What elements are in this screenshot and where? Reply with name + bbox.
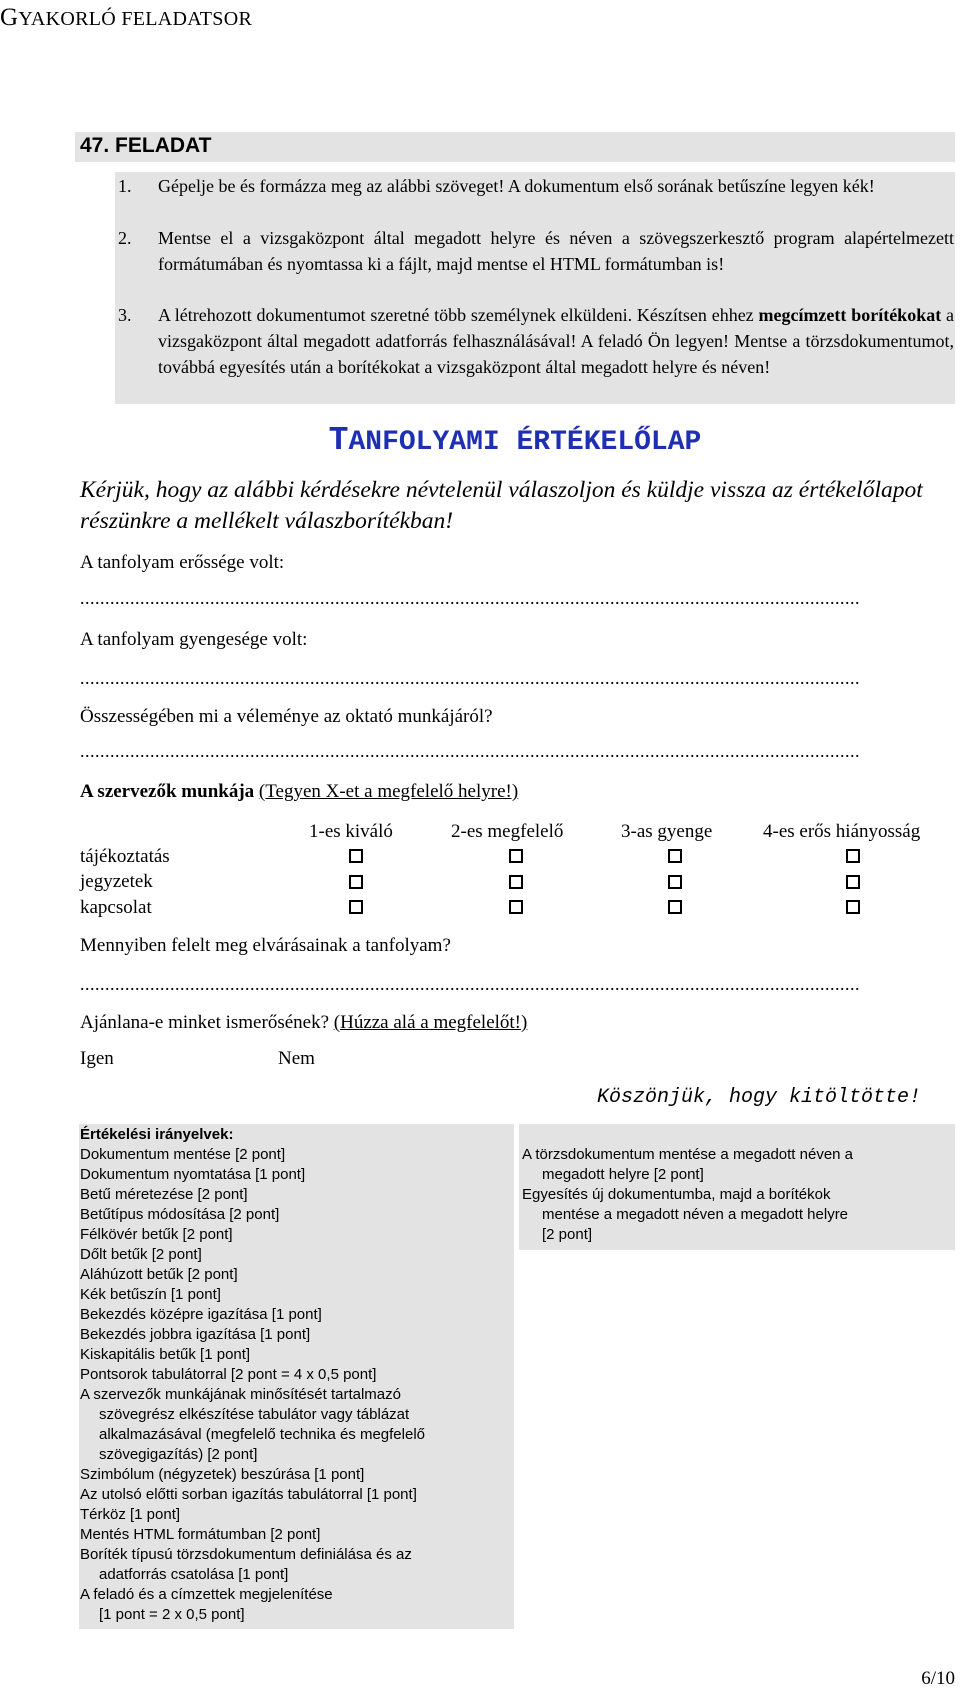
form-title-rest: ANFOLYAMI ÉRTÉKELŐLAP <box>348 427 702 458</box>
checkbox-icon[interactable] <box>668 875 682 889</box>
checkbox-icon[interactable] <box>846 875 860 889</box>
answer-line-expectations: ............................................................................................................................................................ <box>80 974 860 994</box>
rating-col-3: 3-as gyenge <box>621 821 713 842</box>
checkbox-icon[interactable] <box>668 849 682 863</box>
evaluation-item-continued: mentése a megadott néven a megadott helyre <box>542 1206 849 1223</box>
question-expectations: Mennyiben felelt meg elvárásainak a tanfolyam? <box>80 935 451 956</box>
evaluation-heading: Értékelési irányelvek: <box>80 1126 234 1143</box>
evaluation-item: A feladó és a címzettek megjelenítése <box>80 1586 333 1603</box>
checkbox-icon[interactable] <box>349 875 363 889</box>
organizers-heading <box>80 781 518 803</box>
question-recommend-instruction: (Húzza alá a megfelelőt!) <box>333 1012 528 1033</box>
task-text-part: A létrehozott dokumentumot szeretné több személynek elküldeni. Készítsen ehhez <box>158 305 759 325</box>
evaluation-item: Aláhúzott betűk [2 pont] <box>80 1266 238 1283</box>
organizers-instruction: (Tegyen X-et a megfelelő helyre!) <box>258 781 519 802</box>
page-number: 6/10 <box>921 1668 955 1689</box>
evaluation-item: Dokumentum nyomtatása [1 pont] <box>80 1166 306 1183</box>
evaluation-item: Térköz [1 pont] <box>80 1506 181 1523</box>
question-instructor: Összességében mi a véleménye az oktató munkájáról? <box>80 706 493 727</box>
task-item-number: 3. <box>118 305 132 325</box>
evaluation-item: Bekezdés középre igazítása [1 pont] <box>80 1306 322 1323</box>
rating-row-jegyzetek: jegyzetek <box>80 871 153 892</box>
evaluation-item: Kiskapitális betűk [1 pont] <box>80 1346 251 1363</box>
evaluation-item-continued: szövegrész elkészítése tabulátor vagy táblázat <box>99 1406 410 1423</box>
task-item-2 <box>118 225 954 277</box>
evaluation-item: Bekezdés jobbra igazítása [1 pont] <box>80 1326 311 1343</box>
answer-line-strength: ............................................................................................................................................................ <box>80 588 860 608</box>
question-recommend <box>80 1012 527 1034</box>
question-recommend-text: Ajánlana-e minket ismerősének? <box>80 1012 334 1033</box>
checkbox-icon[interactable] <box>668 900 682 914</box>
task-text-bold: megcímzett borítékokat <box>758 305 942 325</box>
evaluation-item-continued: [1 pont = 2 x 0,5 pont] <box>99 1606 245 1623</box>
task-item-text: Mentse el a vizsgaközpont által megadott helyre és néven a szövegszerkesztő program alapértelmezett formátumában és nyomtassa ki a fájlt, majd mentse el HTML formátumban is! <box>158 228 954 274</box>
thank-you-note: Köszönjük, hogy kitöltötte! <box>597 1086 922 1109</box>
evaluation-item-continued: [2 pont] <box>542 1226 593 1243</box>
evaluation-item: Mentés HTML formátumban [2 pont] <box>80 1526 321 1543</box>
form-title-initial: T <box>328 422 349 459</box>
answer-line-instructor: ............................................................................................................................................................ <box>80 741 860 761</box>
evaluation-item: Dőlt betűk [2 pont] <box>80 1246 202 1263</box>
evaluation-item: Félkövér betűk [2 pont] <box>80 1226 233 1243</box>
evaluation-item-continued: alkalmazásával (megfelelő technika és megfelelő <box>99 1426 426 1443</box>
evaluation-item-continued: adatforrás csatolása [1 pont] <box>99 1566 289 1583</box>
answer-line-weakness: ............................................................................................................................................................ <box>80 668 860 688</box>
checkbox-icon[interactable] <box>509 900 523 914</box>
task-item-text <box>158 302 954 380</box>
evaluation-item: A szervezők munkájának minősítését tartalmazó <box>80 1386 401 1403</box>
checkbox-icon[interactable] <box>846 900 860 914</box>
question-weakness: A tanfolyam gyengesége volt: <box>80 629 308 650</box>
rating-row-kapcsolat: kapcsolat <box>80 897 152 918</box>
checkbox-icon[interactable] <box>349 900 363 914</box>
evaluation-item: Az utolsó előtti sorban igazítás tabulátorral [1 pont] <box>80 1486 417 1503</box>
task-item-text: Gépelje be és formázza meg az alábbi szöveget! A dokumentum első sorának betűszíne legyen kék! <box>158 176 875 196</box>
checkbox-icon[interactable] <box>349 849 363 863</box>
checkbox-icon[interactable] <box>846 849 860 863</box>
header-initial: G <box>0 4 19 31</box>
evaluation-item: Betű méretezése [2 pont] <box>80 1186 248 1203</box>
task-item-number: 2. <box>118 228 132 248</box>
evaluation-item: A törzsdokumentum mentése a megadott néven a <box>522 1146 854 1163</box>
checkbox-icon[interactable] <box>509 875 523 889</box>
header-rest: YAKORLÓ FELADATSOR <box>18 8 253 30</box>
task-item-3 <box>118 302 954 380</box>
task-item-1 <box>118 173 954 199</box>
rating-col-1: 1-es kiváló <box>309 821 393 842</box>
running-header <box>0 4 252 32</box>
form-intro: Kérjük, hogy az alábbi kérdésekre névtelenül válaszoljon és küldje vissza az értékelőlapot részünkre a mellékelt válaszborítékban! <box>80 477 923 534</box>
task-title: 47. FELADAT <box>80 134 212 157</box>
evaluation-item: Boríték típusú törzsdokumentum definiálása és az <box>80 1546 412 1563</box>
form-title <box>0 422 960 459</box>
rating-row-tajekoztatas: tájékoztatás <box>80 846 170 867</box>
evaluation-item: Szimbólum (négyzetek) beszúrása [1 pont] <box>80 1466 365 1483</box>
option-yes[interactable]: Igen <box>80 1048 114 1069</box>
evaluation-item: Kék betűszín [1 pont] <box>80 1286 221 1303</box>
option-no[interactable]: Nem <box>278 1048 315 1069</box>
evaluation-item: Betűtípus módosítása [2 pont] <box>80 1206 280 1223</box>
task-text-part: a vizsgaközpont által megadott adatforrás felhasználásával! A feladó Ön legyen! Mentse a törzsdokumentumot, továbbá egyesítés után a borítékokat a vizsgaközpont által megadott helyre és néven! <box>158 305 954 377</box>
question-strength: A tanfolyam erőssége volt: <box>80 552 285 573</box>
evaluation-item: Dokumentum mentése [2 pont] <box>80 1146 286 1163</box>
task-item-number: 1. <box>118 176 132 196</box>
rating-col-2: 2-es megfelelő <box>451 821 564 842</box>
checkbox-icon[interactable] <box>509 849 523 863</box>
evaluation-item-continued: szövegigazítás) [2 pont] <box>99 1446 258 1463</box>
rating-col-4: 4-es erős hiányosság <box>763 821 921 842</box>
evaluation-item: Egyesítés új dokumentumba, majd a borítékok <box>522 1186 831 1203</box>
evaluation-item-continued: megadott helyre [2 pont] <box>542 1166 704 1183</box>
evaluation-item: Pontsorok tabulátorral [2 pont = 4 x 0,5 pont] <box>80 1366 377 1383</box>
organizers-bold: A szervezők munkája <box>80 781 255 802</box>
